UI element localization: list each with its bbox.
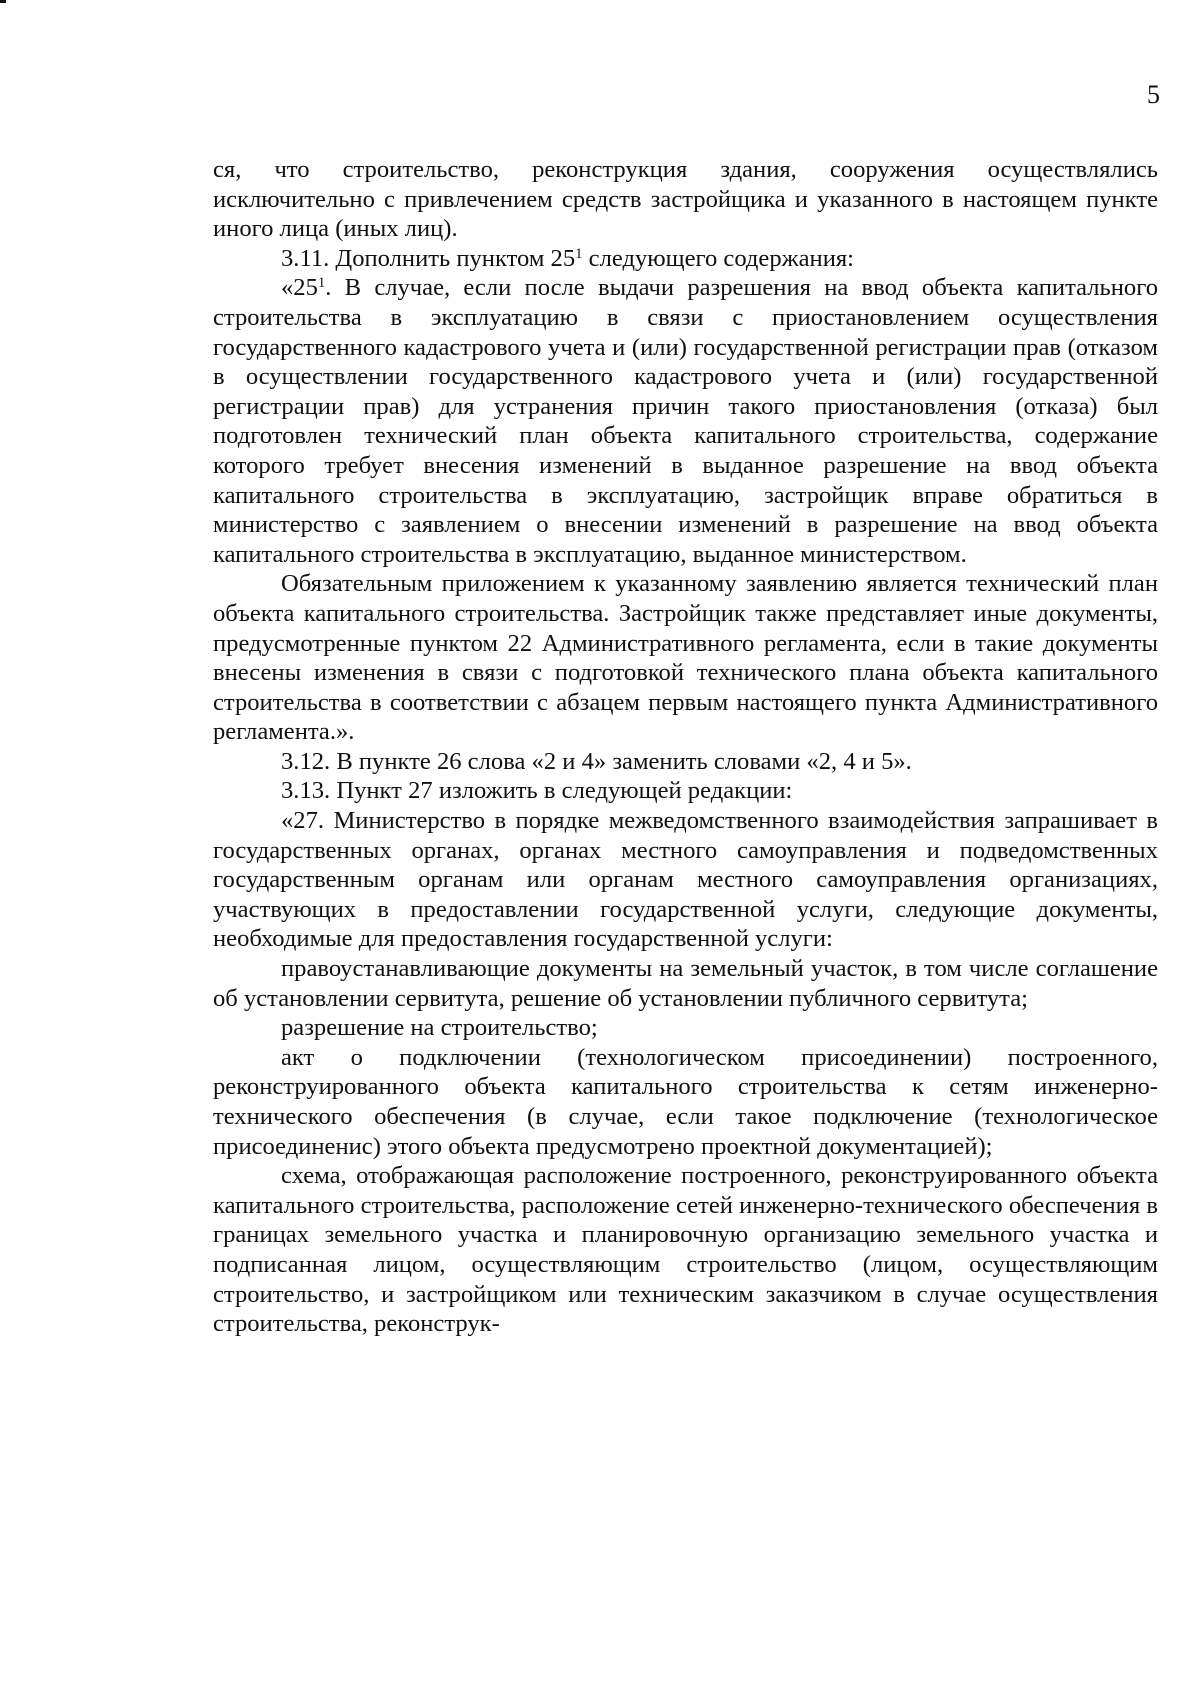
paragraph [213, 244, 1158, 274]
text-segment: «27. Министерство в порядке межведомственного взаимодействия запрашивает в государственных органах, органах местного самоуправления и подведомственных государственным органам или органам местного самоуправления организациях, участвующих в предоставлении государственной услуги, следующие документы, необходимые для предоставления государственной услуги: [213, 807, 1158, 953]
text-segment: . В случае, если после выдачи разрешения на ввод объекта капитального строительства в эксплуатацию в связи с приостановлением осуществления государственного кадастрового учета и (или) государственной регистрации прав (отказом в осуществлении государственного кадастрового учета и (или) государственной регистрации прав) для устранения причин такого приостановления (отказа) был подготовлен технический план объекта капитального строительства, содержание которого требует внесения изменений в выданное разрешение на ввод объекта капитального строительства в эксплуатацию, застройщик вправе обратиться в министерство с заявлением о внесении изменений в разрешение на ввод объекта капитального строительства в эксплуатацию, выданное министерством. [213, 274, 1158, 568]
document-body [213, 155, 1158, 1339]
paragraph [213, 1013, 1158, 1043]
paragraph [213, 1043, 1158, 1161]
text-segment: 3.13. Пункт 27 изложить в следующей редакции: [281, 777, 793, 805]
text-segment: ся, что строительство, реконструкция здания, сооружения осуществлялись исключительно с привлечением средств застройщика и указанного в настоящем пункте иного лица (иных лиц). [213, 156, 1158, 243]
text-segment: акт о подключении (технологическом присоединении) построенного, реконструированного объекта капитального строительства к сетям инженерно-технического обеспечения (в случае, если такое подключение (технологическое присоединенис) этого объекта предусмотрено проектной документацией); [213, 1043, 1158, 1160]
text-segment: «25 [281, 274, 318, 302]
text-segment: 3.12. В пункте 26 слова «2 и 4» заменить словами «2, 4 и 5». [281, 747, 912, 775]
paragraph [213, 569, 1158, 747]
page-number: 5 [1147, 80, 1160, 109]
scan-artifact [0, 0, 6, 3]
text-segment: Обязательным приложением к указанному заявлению является технический план объекта капитального строительства. Застройщик также представляет иные документы, предусмотренные пунктом 22 Административного регламента, если в такие документы внесены изменения в связи с подготовкой технического плана объекта капитального строительства в соответствии с абзацем первым настоящего пункта Административного регламента.». [213, 570, 1158, 746]
paragraph [213, 954, 1158, 1013]
superscript: 1 [575, 245, 583, 262]
text-segment: правоустанавливающие документы на земельный участок, в том числе соглашение об установлении сервитута, решение об установлении публичного сервитута; [213, 955, 1158, 1012]
text-segment: разрешение на строительство; [281, 1014, 598, 1042]
paragraph [213, 776, 1158, 806]
paragraph [213, 747, 1158, 777]
text-segment: следующего содержания: [582, 244, 855, 272]
text-segment: схема, отображающая расположение построенного, реконструированного объекта капитального строительства, расположение сетей инженерно-технического обеспечения в границах земельного участка и планировочную организацию земельного участка и подписанная лицом, осуществляющим строительство (лицом, осуществляющим строительство, и застройщиком или техническим заказчиком в случае осуществления строительства, реконструк- [213, 1162, 1158, 1338]
paragraph [213, 806, 1158, 954]
text-segment: 3.11. Дополнить пунктом 25 [281, 244, 576, 272]
paragraph [213, 1161, 1158, 1339]
paragraph [213, 155, 1158, 244]
superscript: 1 [317, 275, 326, 292]
paragraph [213, 273, 1158, 569]
